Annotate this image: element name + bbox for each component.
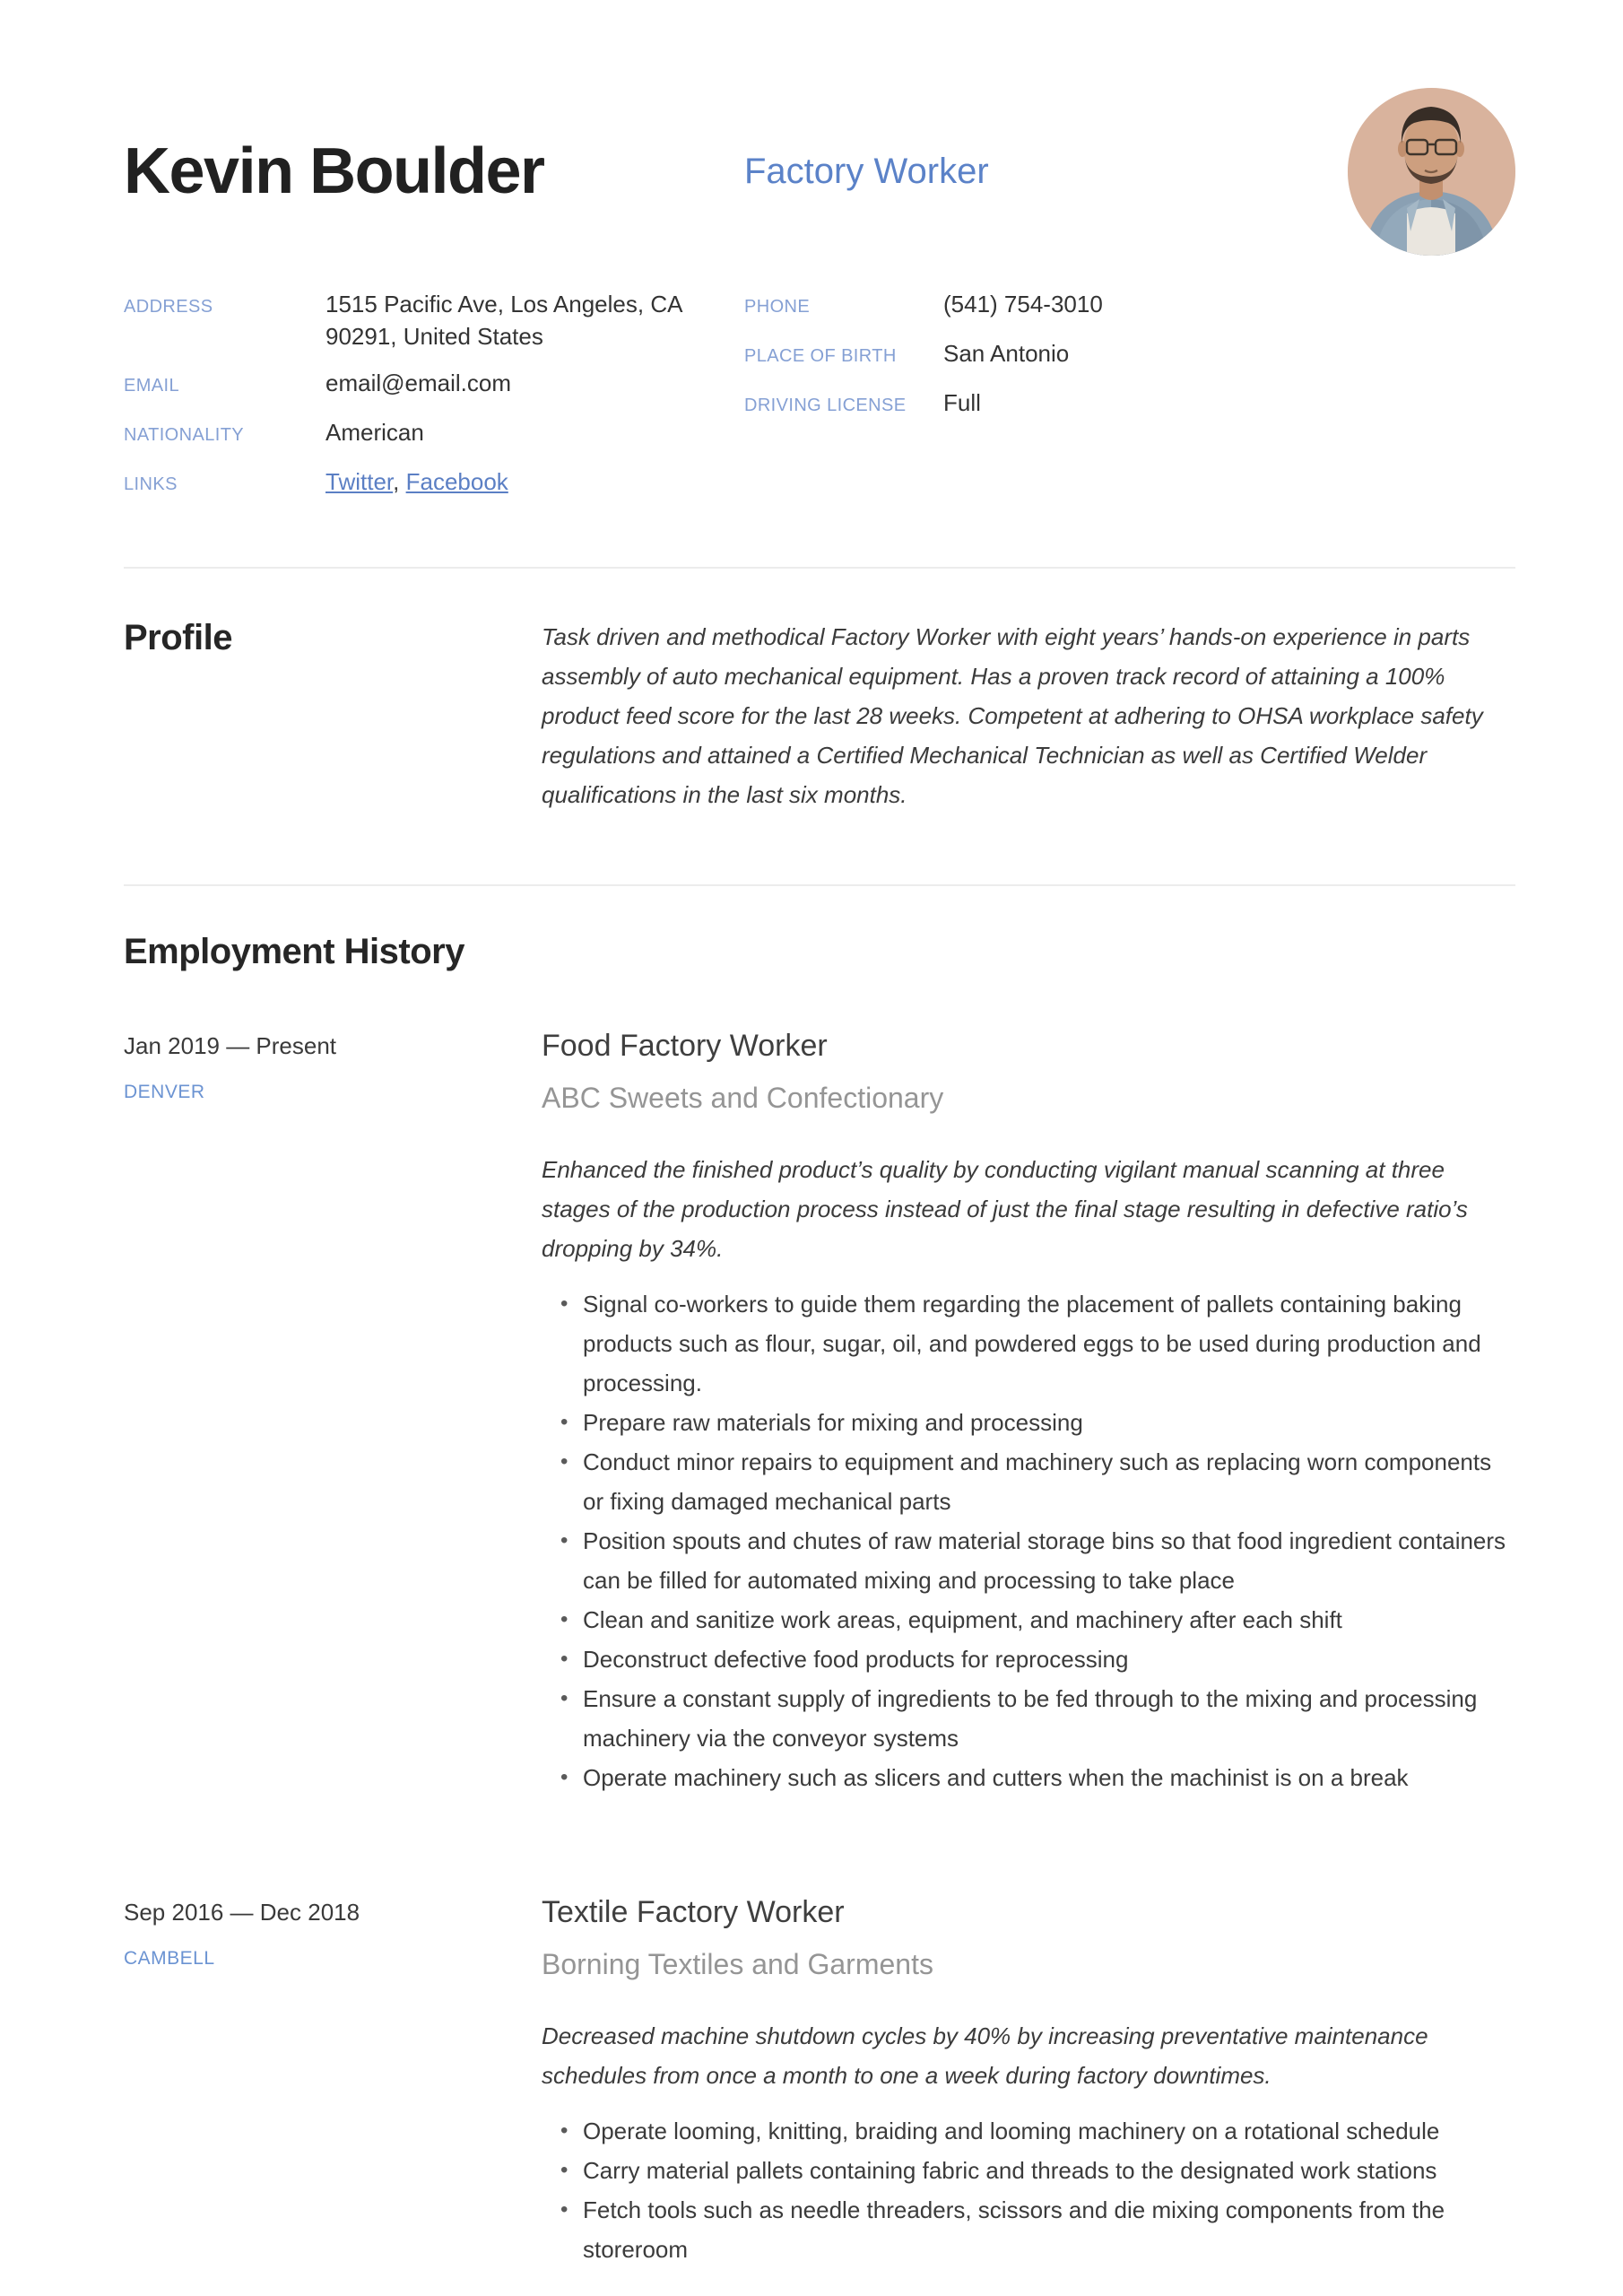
bullet-item: • Signal co-workers to guide them regarding the placement of pallets containing baking products such as flour, sugar, oil, and powdered eggs to be used during production and processing. [542, 1284, 1515, 1403]
bullet-item: • Prepare raw materials for mixing and processing [542, 1403, 1515, 1442]
profile-photo [1348, 88, 1515, 256]
job1-bullet-list [542, 1284, 1515, 1797]
bullet-item: • Operate machinery such as slicers and cutters when the machinist is on a break [542, 1758, 1515, 1797]
candidate-job-title: Factory Worker [744, 151, 989, 191]
profile-section [124, 617, 1515, 814]
facebook-link[interactable]: Facebook [405, 468, 508, 495]
bullet-item: • Ensure a constant supply of ingredients to be fed through to the mixing and processing machinery via the conveyor systems [542, 1679, 1515, 1758]
address-value: 1515 Pacific Ave, Los Angeles, CA 90291, United States [325, 291, 682, 350]
contact-details [124, 288, 1515, 515]
links-separator: , [393, 468, 400, 495]
job1-location: DENVER [124, 1082, 205, 1102]
job2-company: Borning Textiles and Garments [542, 1948, 933, 1980]
place-of-birth-label: PLACE OF BIRTH [744, 346, 897, 366]
contact-row-phone [744, 288, 1515, 323]
profile-photo-illustration [1348, 88, 1515, 256]
phone-value: (541) 754-3010 [943, 291, 1103, 317]
address-label: ADDRESS [124, 297, 213, 317]
job2-bullet-list [542, 2111, 1515, 2269]
job-entry-food-factory-worker [124, 1028, 1515, 1797]
profile-heading: Profile [124, 618, 232, 657]
job-entry-textile-factory-worker [124, 1894, 1515, 2269]
job1-body-column [542, 1028, 1515, 1797]
job1-title: Food Factory Worker [542, 1029, 828, 1063]
employment-history-heading: Employment History [124, 932, 464, 971]
profile-text: Task driven and methodical Factory Worker with eight years’ hands-on experience in parts assembly of auto mechanical equipment. Has a proven track record of attaining a 100% product feed score for the last 28 weeks. Competent at adhering to OHSA workplace safety regulations and attained a Certified Mechanical Technician as well as Certified Welder qualifications in the last six months. [542, 623, 1483, 808]
nationality-value: American [325, 419, 424, 446]
section-divider [124, 884, 1515, 886]
section-divider [124, 567, 1515, 569]
twitter-link[interactable]: Twitter [325, 468, 394, 495]
links-label: LINKS [124, 474, 178, 494]
job2-dates: Sep 2016 — Dec 2018 [124, 1899, 360, 1926]
email-value: email@email.com [325, 370, 511, 396]
header [124, 85, 1515, 257]
bullet-item: • Position spouts and chutes of raw material storage bins so that food ingredient containers can be filled for automated mixing and processing to take place [542, 1521, 1515, 1600]
bullet-item: • Carry material pallets containing fabric and threads to the designated work stations [542, 2151, 1515, 2190]
bullet-item: • Fetch tools such as needle threaders, scissors and die mixing components from the storeroom [542, 2190, 1515, 2269]
job1-meta-column [124, 1028, 542, 1797]
job1-summary: Enhanced the finished product’s quality by conducting vigilant manual scanning at three stages of the production process instead of just the final stage resulting in defective ratio’s dropping by 34%. [542, 1156, 1468, 1262]
links-value [325, 465, 508, 498]
driving-license-label: DRIVING LICENSE [744, 396, 907, 415]
contact-column-left [124, 288, 744, 515]
email-label: EMAIL [124, 376, 180, 396]
employment-history-section [124, 931, 1515, 2269]
bullet-item: • Clean and sanitize work areas, equipment, and machinery after each shift [542, 1600, 1515, 1639]
job2-meta-column [124, 1894, 542, 2269]
bullet-item: • Operate looming, knitting, braiding and looming machinery on a rotational schedule [542, 2111, 1515, 2151]
phone-label: PHONE [744, 297, 811, 317]
profile-heading-column [124, 617, 542, 814]
contact-row-links [124, 465, 744, 500]
job2-body-column [542, 1894, 1515, 2269]
contact-row-place-of-birth [744, 337, 1515, 372]
bullet-item: • Conduct minor repairs to equipment and machinery such as replacing worn components or fixing damaged mechanical parts [542, 1442, 1515, 1521]
profile-body-column [542, 617, 1515, 814]
place-of-birth-value: San Antonio [943, 340, 1070, 367]
candidate-name: Kevin Boulder [124, 135, 544, 207]
job1-dates: Jan 2019 — Present [124, 1032, 337, 1059]
contact-row-driving-license [744, 387, 1515, 422]
contact-row-email [124, 367, 744, 402]
job1-company: ABC Sweets and Confectionary [542, 1082, 944, 1114]
contact-column-right [744, 288, 1515, 515]
driving-license-value: Full [943, 389, 981, 416]
job2-location: CAMBELL [124, 1948, 215, 1969]
contact-row-address [124, 288, 744, 352]
nationality-label: NATIONALITY [124, 425, 245, 445]
job2-summary: Decreased machine shutdown cycles by 40% by increasing preventative maintenance schedules from once a month to one a week during factory downtimes. [542, 2022, 1428, 2089]
bullet-item: • Deconstruct defective food products for reprocessing [542, 1639, 1515, 1679]
contact-row-nationality [124, 416, 744, 451]
job2-title: Textile Factory Worker [542, 1895, 845, 1929]
